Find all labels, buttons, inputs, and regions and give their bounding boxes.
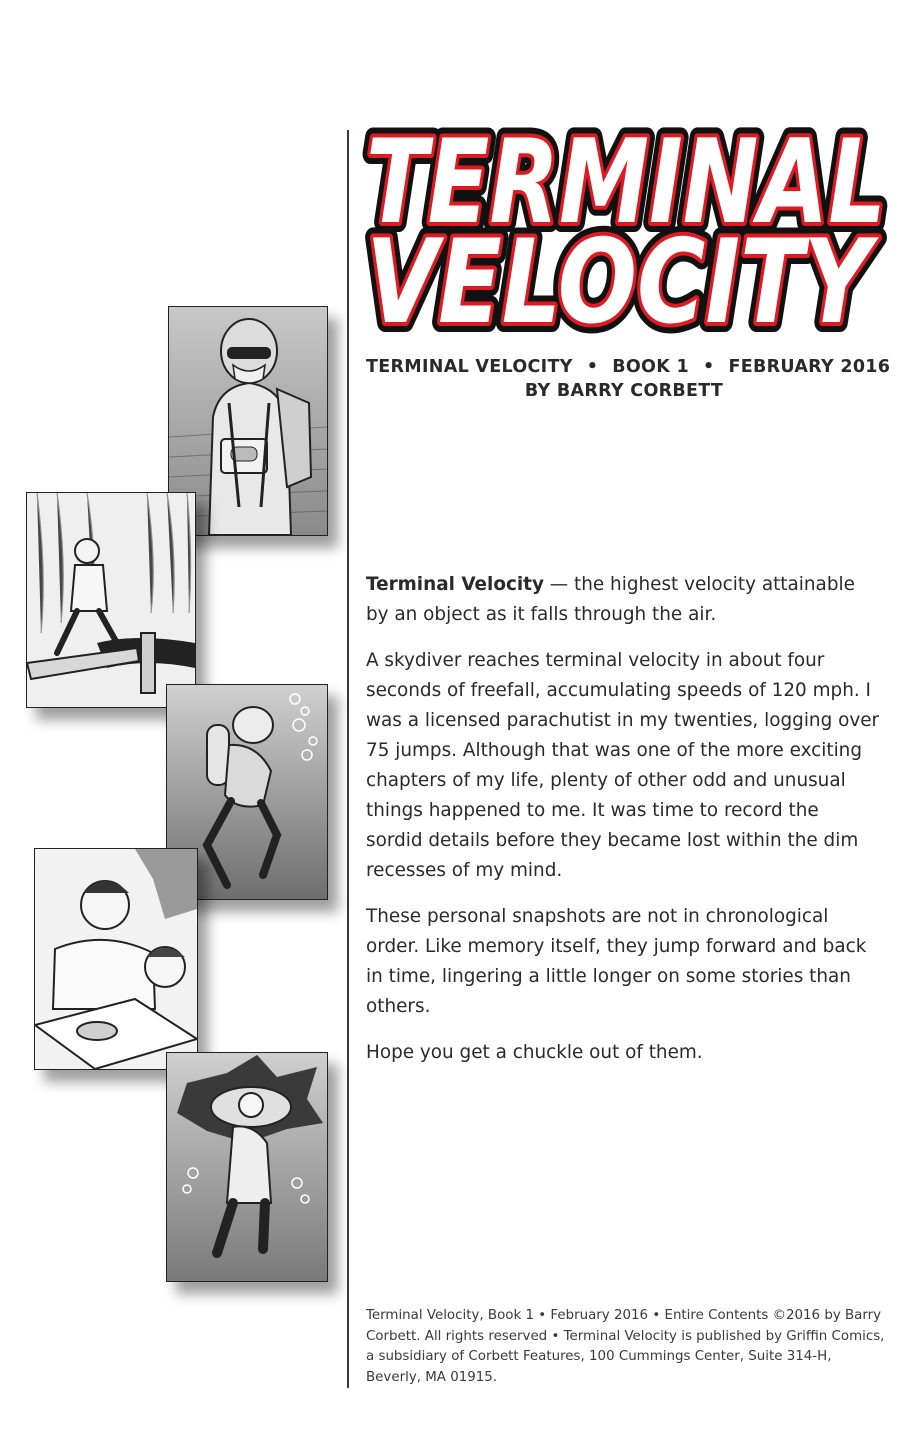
series-name: TERMINAL VELOCITY — [366, 357, 573, 377]
intro-text — [366, 570, 881, 1084]
father-son-illustration — [35, 849, 197, 1069]
separator: • — [586, 357, 599, 377]
ice-illustration — [167, 1053, 327, 1281]
ice-panel — [166, 1052, 328, 1282]
title-logo — [360, 126, 900, 336]
father-son-panel — [34, 848, 198, 1070]
title-line1-outline: TERMINAL — [366, 126, 886, 250]
title-line2: VELOCITY — [366, 215, 880, 336]
definition-paragraph — [366, 570, 881, 630]
paragraph: These personal snapshots are not in chronological order. Like memory itself, they jump forward and back in time, lingering a little longer on some stories than others. — [366, 906, 867, 1017]
issue-date: FEBRUARY 2016 — [728, 357, 891, 377]
dock-illustration — [27, 493, 195, 707]
copyright-footer: Terminal Velocity, Book 1 • February 2016 • Entire Contents ©2016 by Barry Corbett. All rights reserved • Terminal Velocity is published by Griffin Comics, a subsidiary of Corbett Features, 100 Cummings Center, Suite 314-H, Beverly, MA 01915. — [366, 1308, 885, 1385]
vertical-divider — [347, 130, 349, 1388]
paragraph: A skydiver reaches terminal velocity in about four seconds of freefall, accumulating speeds of 120 mph. I was a licensed parachutist in my twenties, logging over 75 jumps. Although that was one of the more exciting chapters of my life, plenty of other odd and unusual things happened to me. It was time to record the sordid details before they became lost within the dim recesses of my mind. — [366, 650, 880, 881]
paragraph: Hope you get a chuckle out of them. — [366, 1042, 703, 1063]
separator: • — [702, 357, 715, 377]
book-number: BOOK 1 — [612, 357, 689, 377]
title-line2-red: VELOCITY — [366, 215, 880, 336]
term: Terminal Velocity — [366, 574, 544, 595]
title-line1: TERMINAL — [366, 126, 886, 250]
definition: — the highest velocity attainable by an object as it falls through the air. — [366, 574, 855, 625]
title-line1-red: TERMINAL — [366, 126, 886, 250]
book-info-line — [366, 355, 891, 379]
book-info — [366, 355, 891, 403]
title-line2-outline: VELOCITY — [366, 215, 880, 336]
dock-panel — [26, 492, 196, 708]
byline: BY BARRY CORBETT — [524, 381, 724, 401]
